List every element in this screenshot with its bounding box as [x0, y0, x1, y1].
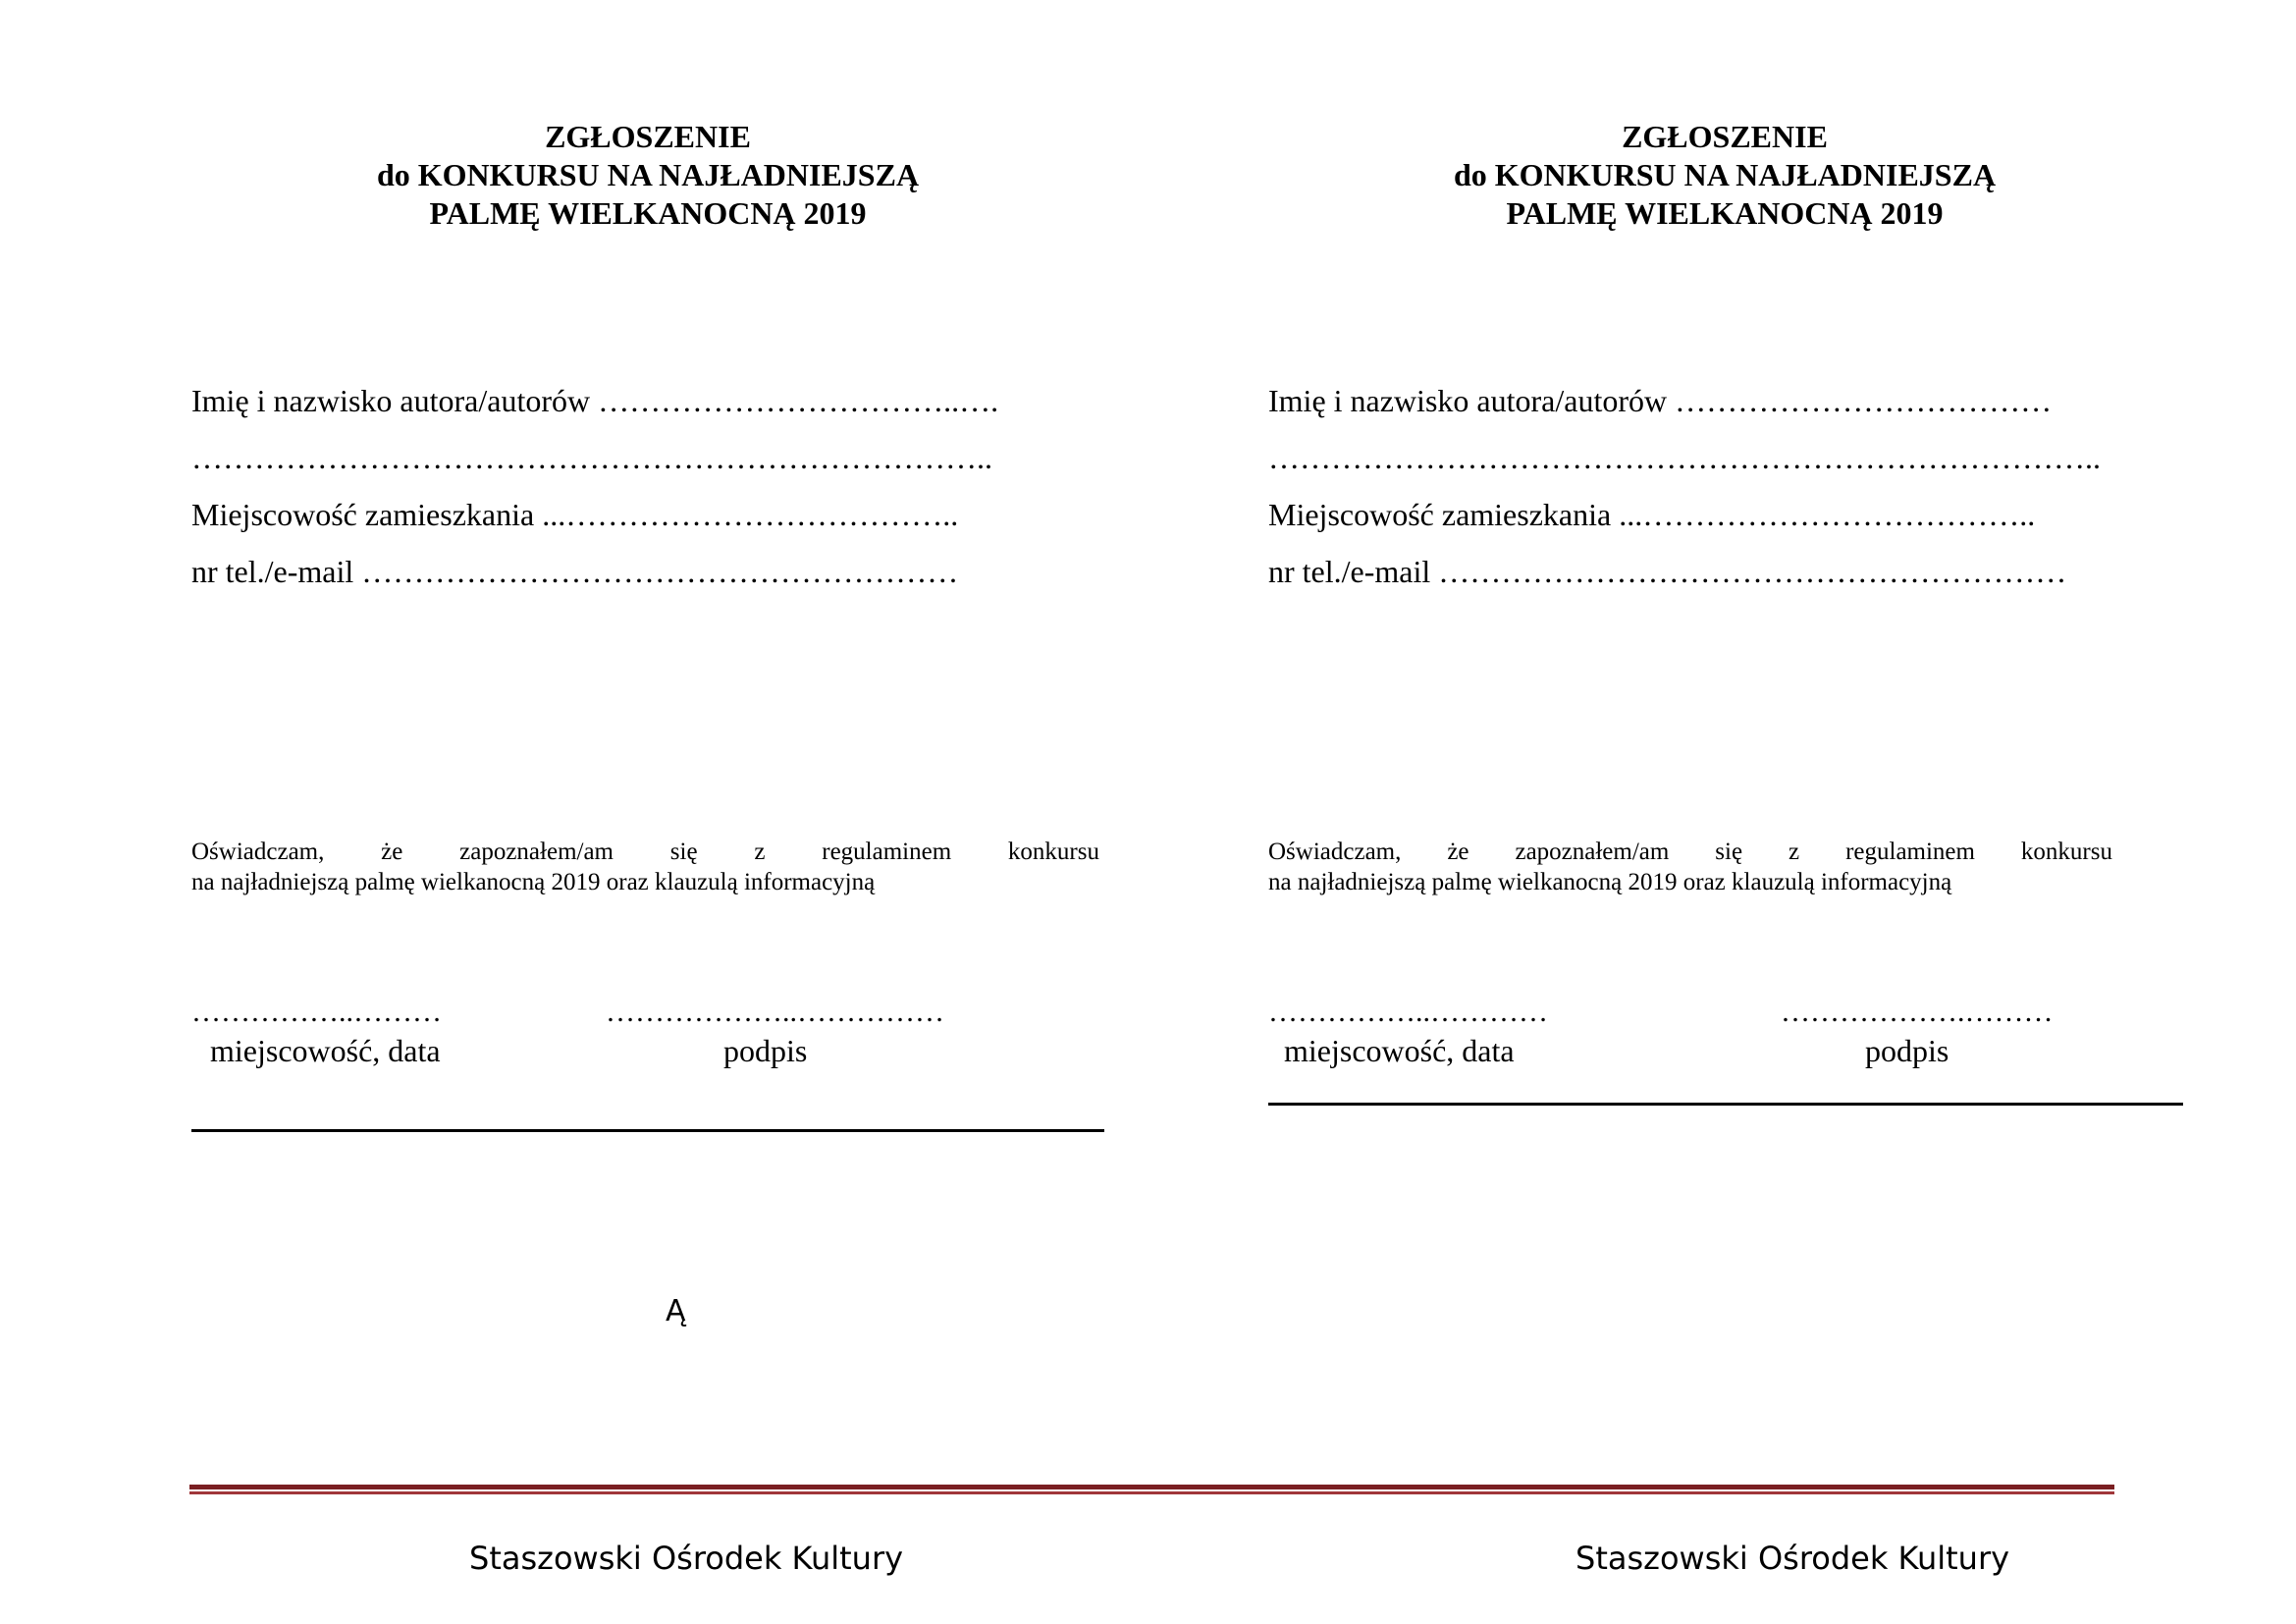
title-line-2: do KONKURSU NA NAJŁADNIEJSZĄ: [376, 157, 920, 192]
phone-email-field: nr tel./e-mail …………………………………………………: [191, 554, 959, 589]
title-line-3: PALMĘ WIELKANOCNĄ 2019: [1506, 195, 1944, 231]
footer-organization-left: Staszowski Ośrodek Kultury: [469, 1540, 904, 1577]
cut-line: [1268, 1103, 2183, 1106]
declaration-line-1: Oświadczam, że zapoznałem/am się z regulaminem konkursu: [1268, 839, 2112, 865]
entry-form-left: [191, 0, 1173, 1624]
cut-line: [191, 1129, 1104, 1132]
title-line-1: ZGŁOSZENIE: [1622, 119, 1828, 154]
signature-dots: ………………..……………: [606, 996, 944, 1028]
phone-email-field: nr tel./e-mail ……………………………………………………: [1268, 554, 2067, 589]
author-name-field: Imię i nazwisko autora/autorów ………………………………: [1268, 383, 2053, 418]
title-line-3: PALMĘ WIELKANOCNĄ 2019: [429, 195, 867, 231]
title-line-1: ZGŁOSZENIE: [545, 119, 751, 154]
form-title: [1268, 118, 2181, 233]
author-name-continuation-field: ……………………………………………………………………..: [1268, 440, 2101, 475]
author-name-field: Imię i nazwisko autora/autorów ……………………………..….: [191, 383, 999, 418]
title-line-2: do KONKURSU NA NAJŁADNIEJSZĄ: [1453, 157, 1997, 192]
stray-character: Ą: [666, 1294, 686, 1328]
residence-field: Miejscowość zamieszkania ...………………………………..: [191, 497, 959, 532]
place-date-caption: miejscowość, data: [210, 1033, 441, 1068]
signature-dots: ……………….………: [1781, 996, 2054, 1028]
signature-caption: podpis: [723, 1033, 808, 1068]
declaration-line-1: Oświadczam, że zapoznałem/am się z regulaminem konkursu: [191, 839, 1099, 865]
author-name-continuation-field: …………………………………………………………………..: [191, 440, 992, 475]
place-date-dots: ……………..…………: [1268, 996, 1548, 1028]
place-date-dots: ……………..………: [191, 996, 442, 1028]
footer-organization-right: Staszowski Ośrodek Kultury: [1575, 1540, 2010, 1577]
declaration-line-2: na najładniejszą palmę wielkanocną 2019 oraz klauzulą informacyjną: [1268, 869, 1952, 895]
signature-caption: podpis: [1865, 1033, 1949, 1068]
place-date-caption: miejscowość, data: [1284, 1033, 1515, 1068]
form-title: [191, 118, 1104, 233]
declaration: [1268, 837, 2112, 897]
declaration-line-2: na najładniejszą palmę wielkanocną 2019 oraz klauzulą informacyjną: [191, 869, 876, 895]
footer-divider-thin: [189, 1491, 2114, 1494]
footer-divider-thick: [189, 1485, 2114, 1489]
footer-divider: [189, 1485, 2114, 1496]
declaration: [191, 837, 1099, 897]
entry-form-right: [1268, 0, 2250, 1624]
residence-field: Miejscowość zamieszkania ...………………………………..: [1268, 497, 2036, 532]
